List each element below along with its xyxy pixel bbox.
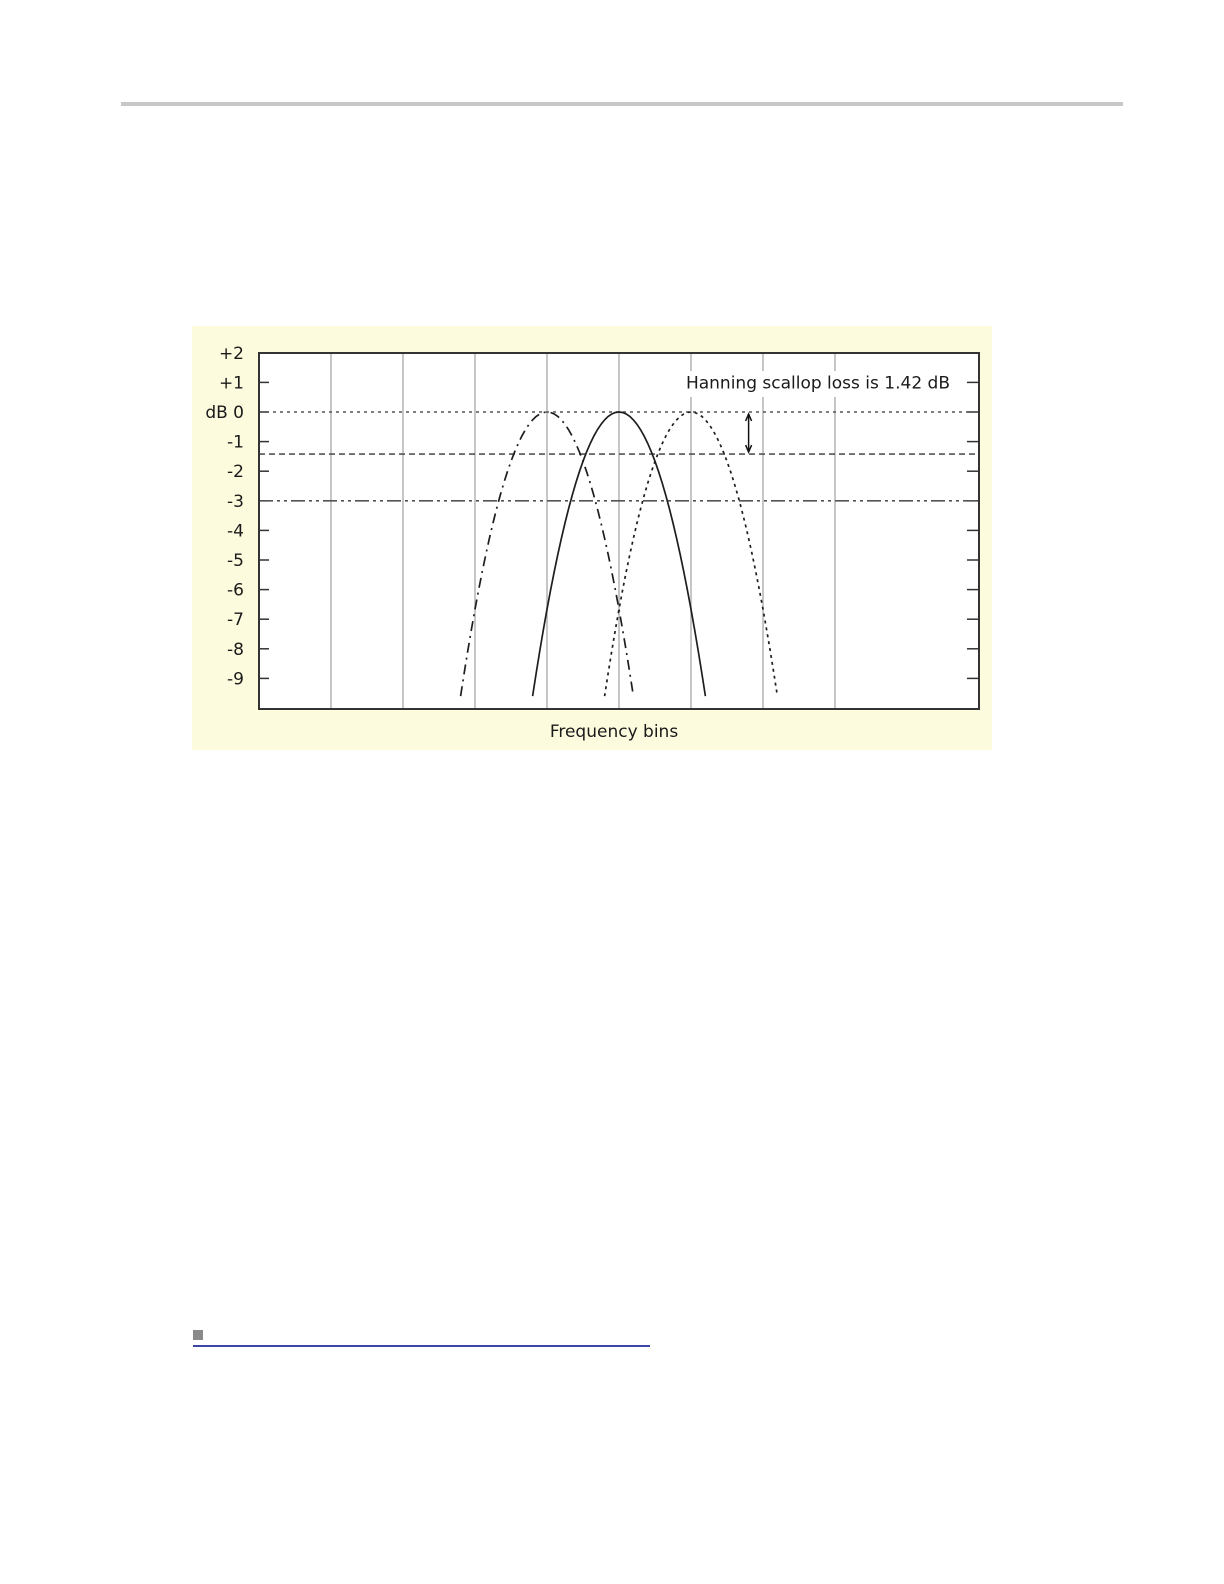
y-tick-label: -7 <box>227 610 244 631</box>
y-tick-label: -9 <box>227 669 244 690</box>
scallop-loss-figure <box>192 326 992 750</box>
scallop-loss-chart <box>192 326 992 750</box>
y-tick-label: -4 <box>227 521 244 542</box>
y-tick-label: -1 <box>227 432 244 453</box>
y-tick-label: -8 <box>227 639 244 660</box>
y-tick-label: -5 <box>227 551 244 571</box>
annotation-label: Hanning scallop loss is 1.42 dB <box>685 373 950 394</box>
y-tick-label: +1 <box>218 373 244 394</box>
related-link[interactable] <box>193 1345 650 1347</box>
x-axis-label: Frequency bins <box>549 722 679 742</box>
y-tick-label: -3 <box>227 491 244 512</box>
y-tick-label: -6 <box>227 580 244 601</box>
header-rule <box>121 102 1123 106</box>
y-tick-label: +2 <box>218 343 244 364</box>
link-bullet-icon <box>193 1330 203 1340</box>
y-tick-label: -2 <box>227 462 244 483</box>
y-tick-label: dB 0 <box>205 403 244 423</box>
